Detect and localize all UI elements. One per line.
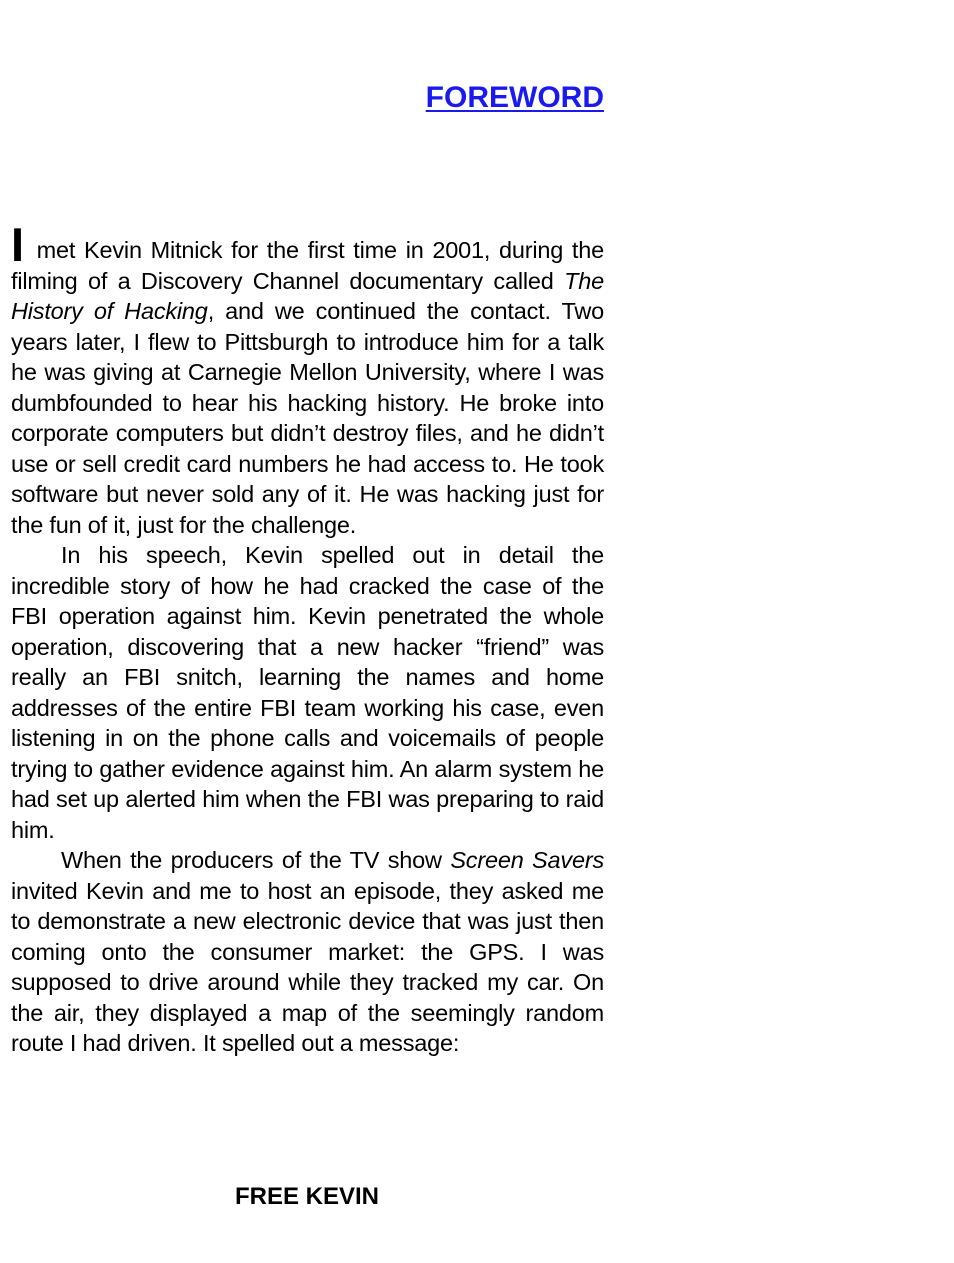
paragraph-3 bbox=[11, 845, 604, 1059]
tv-show-title: Screen Savers bbox=[450, 847, 604, 873]
documentary-title: The History of Hacking bbox=[11, 267, 604, 324]
foreword-body bbox=[11, 218, 605, 1059]
paragraph-2: In his speech, Kevin spelled out in detail the incredible story of how he had cracked the case of the FBI operation against him. Kevin penetrated the whole operation, discovering that a new hacker “friend” was really an FBI snitch, learning the names and home addresses of the entire FBI team working his case, even listening in on the phone calls and voicemails of people trying to gather evidence against him. An alarm system he had set up alerted him when the FBI was preparing to raid him. bbox=[11, 542, 604, 843]
free-kevin-message: FREE KEVIN bbox=[234, 1183, 380, 1210]
paragraph-1 bbox=[11, 218, 605, 540]
paragraph-1-text-a: met Kevin Mitnick for the first time in 2001, during the filming of a Discovery Channel documentary called bbox=[11, 237, 604, 294]
paragraph-3-text-b: invited Kevin and me to host an episode, they asked me to demonstrate a new electronic device that was just then coming onto the consumer market: the GPS. I was supposed to drive around while they tracked my car. On the air, they displayed a map of the seemingly random route I had driven. It spelled out a message: bbox=[11, 877, 604, 1056]
foreword-link[interactable]: FOREWORD bbox=[425, 81, 604, 114]
paragraph-3-text-a: When the producers of the TV show bbox=[61, 847, 451, 873]
drop-cap: I bbox=[11, 218, 24, 271]
paragraph-1-text-b: , and we continued the contact. Two years later, I flew to Pittsburgh to introduce him for a talk he was giving at Carnegie Mellon University, where I was dumbfounded to hear his hacking history. He broke into corporate computers but didn’t destroy files, and he didn’t use or sell credit card numbers he had access to. He took software but never sold any of it. He was hacking just for the fun of it, just for the challenge. bbox=[11, 298, 605, 538]
chapter-heading bbox=[0, 78, 604, 118]
